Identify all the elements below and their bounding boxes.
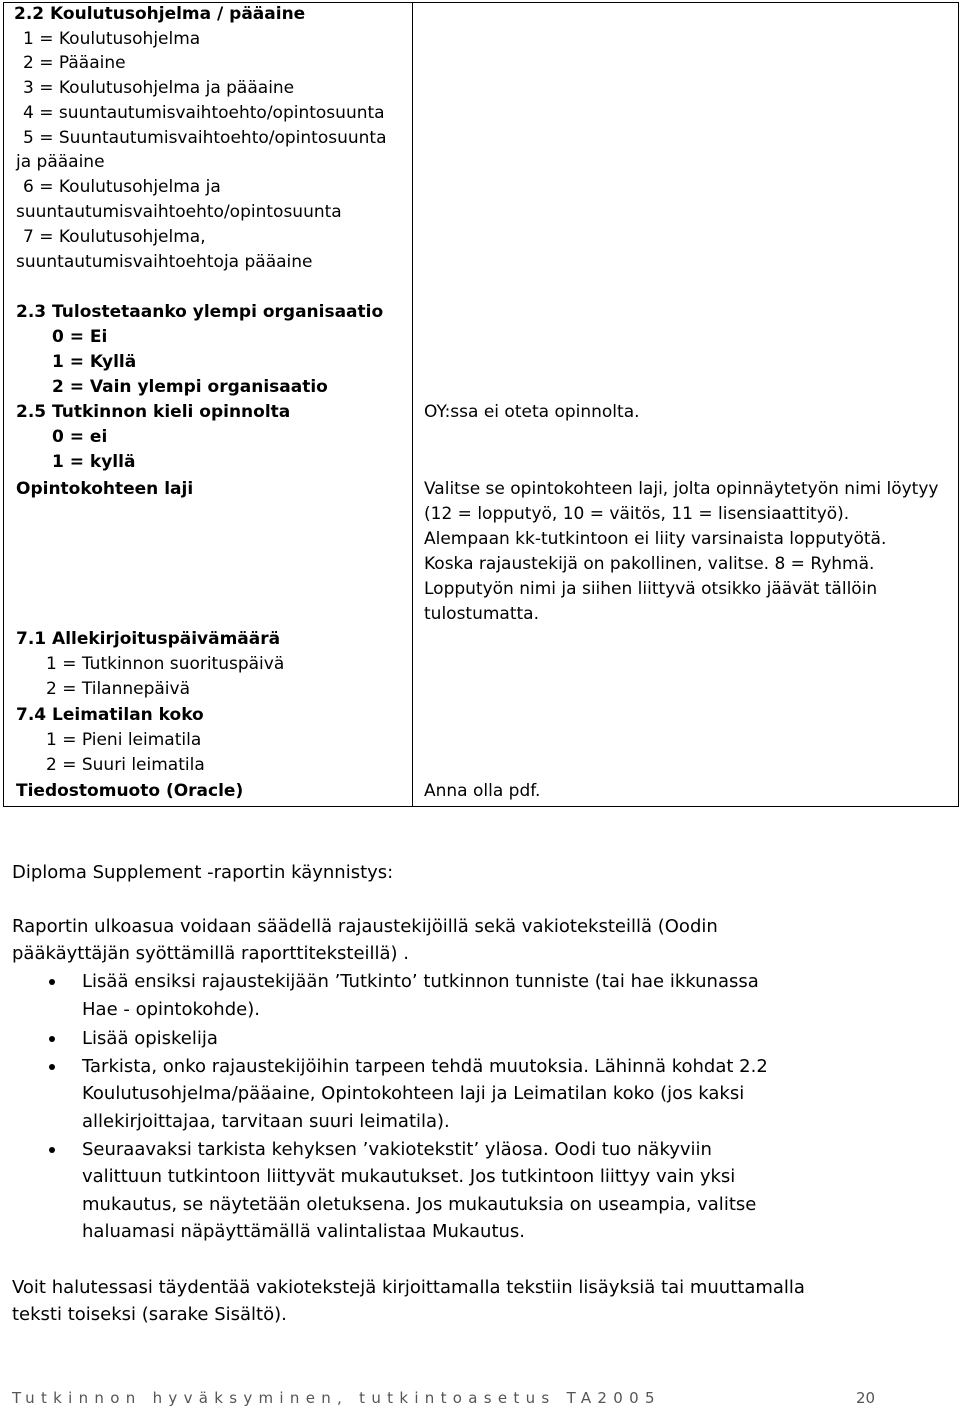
opintokohteen-laji-note: tulostumatta.: [424, 604, 539, 624]
closing-paragraph-line: teksti toiseksi (sarake Sisältö).: [12, 1304, 287, 1325]
tiedostomuoto-note: Anna olla pdf.: [424, 781, 541, 801]
bullet-marker: [49, 1064, 55, 1070]
koulutusohjelma-option-continued: suuntautumisvaihtoehtoja pääaine: [16, 252, 313, 272]
bullet-marker: [49, 1147, 55, 1153]
bullet-item-line: Tarkista, onko rajaustekijöihin tarpeen tehdä muutoksia. Lähinnä kohdat 2.2: [82, 1056, 768, 1077]
footer-page-number: 20: [856, 1389, 876, 1407]
opintokohteen-laji-note: Koska rajaustekijä on pakollinen, valitse. 8 = Ryhmä.: [424, 554, 875, 574]
bullet-marker: [49, 979, 55, 985]
koulutusohjelma-option-continued: ja pääaine: [16, 152, 105, 172]
bullet-item-line: Lisää opiskelija: [82, 1028, 218, 1049]
allekirjoituspaivamaara-option: 1 = Tutkinnon suorituspäivä: [46, 654, 285, 674]
koulutusohjelma-heading: 2.2 Koulutusohjelma / pääaine: [14, 4, 306, 24]
opintokohteen-laji-note: Alempaan kk-tutkintoon ei liity varsinaista lopputyötä.: [424, 529, 887, 549]
bullet-item-line: allekirjoittajaa, tarvitaan suuri leimatila).: [82, 1111, 450, 1132]
koulutusohjelma-option: 2 = Pääaine: [23, 53, 126, 73]
opintokohteen-laji-note: Lopputyön nimi ja siihen liittyvä otsikko jäävät tällöin: [424, 579, 878, 599]
opintokohteen-laji-note: (12 = lopputyö, 10 = väitös, 11 = lisensiaattityö).: [424, 504, 850, 524]
allekirjoituspaivamaara-option: 2 = Tilannepäivä: [46, 679, 191, 699]
section-heading: Diploma Supplement -raportin käynnistys:: [12, 862, 394, 883]
table-bottom-border: [3, 806, 959, 807]
koulutusohjelma-option: 1 = Koulutusohjelma: [23, 29, 201, 49]
koulutusohjelma-option-continued: suuntautumisvaihtoehto/opintosuunta: [16, 202, 342, 222]
bullet-item-line: Seuraavaksi tarkista kehyksen ’vakiotekstit’ yläosa. Oodi tuo näkyviin: [82, 1139, 712, 1160]
leimatilan-koko-option: 2 = Suuri leimatila: [46, 755, 205, 775]
koulutusohjelma-option: 4 = suuntautumisvaihtoehto/opintosuunta: [23, 103, 385, 123]
bullet-marker: [49, 1036, 55, 1042]
koulutusohjelma-option: 7 = Koulutusohjelma,: [23, 227, 206, 247]
bullet-item-line: Koulutusohjelma/pääaine, Opintokohteen laji ja Leimatilan koko (jos kaksi: [82, 1083, 745, 1104]
leimatilan-koko-option: 1 = Pieni leimatila: [46, 730, 202, 750]
tutkinnon-kieli-heading: 2.5 Tutkinnon kieli opinnolta: [16, 402, 291, 422]
koulutusohjelma-option: 6 = Koulutusohjelma ja: [23, 177, 221, 197]
bullet-item-line: valittuun tutkintoon liittyvät mukautukset. Jos tutkintoon liittyy vain yksi: [82, 1166, 736, 1187]
intro-paragraph-line: pääkäyttäjän syöttämillä raporttiteksteillä) .: [12, 943, 410, 964]
footer-document-title: Tutkinnon hyväksyminen, tutkintoasetus TA2005: [12, 1389, 661, 1407]
ylempi-organisaatio-option: 0 = Ei: [52, 327, 108, 347]
tutkinnon-kieli-note: OY:ssa ei oteta opinnolta.: [424, 402, 640, 422]
ylempi-organisaatio-option: 1 = Kyllä: [52, 352, 137, 372]
bullet-item-line: Hae - opintokohde).: [82, 999, 260, 1020]
ylempi-organisaatio-heading: 2.3 Tulostetaanko ylempi organisaatio: [16, 302, 384, 322]
tutkinnon-kieli-option: 1 = kyllä: [52, 452, 136, 472]
ylempi-organisaatio-option: 2 = Vain ylempi organisaatio: [52, 377, 328, 397]
table-right-border: [958, 2, 959, 807]
bullet-item-line: haluamasi näpäyttämällä valintalistaa Mukautus.: [82, 1221, 526, 1242]
tutkinnon-kieli-option: 0 = ei: [52, 427, 108, 447]
tiedostomuoto-heading: Tiedostomuoto (Oracle): [16, 781, 244, 801]
koulutusohjelma-option: 5 = Suuntautumisvaihtoehto/opintosuunta: [23, 128, 387, 148]
bullet-item-line: mukautus, se näytetään oletuksena. Jos mukautuksia on useampia, valitse: [82, 1194, 757, 1215]
opintokohteen-laji-heading: Opintokohteen laji: [16, 479, 194, 499]
opintokohteen-laji-note: Valitse se opintokohteen laji, jolta opinnäytetyön nimi löytyy: [424, 479, 939, 499]
allekirjoituspaivamaara-heading: 7.1 Allekirjoituspäivämäärä: [16, 629, 281, 649]
bullet-item-line: Lisää ensiksi rajaustekijään ’Tutkinto’ tutkinnon tunniste (tai hae ikkunassa: [82, 971, 759, 992]
table-column-divider: [412, 2, 413, 807]
intro-paragraph-line: Raportin ulkoasua voidaan säädellä rajaustekijöillä sekä vakioteksteillä (Oodin: [12, 916, 718, 937]
leimatilan-koko-heading: 7.4 Leimatilan koko: [16, 705, 204, 725]
koulutusohjelma-option: 3 = Koulutusohjelma ja pääaine: [23, 78, 295, 98]
table-left-border: [3, 2, 4, 807]
closing-paragraph-line: Voit halutessasi täydentää vakiotekstejä kirjoittamalla tekstiin lisäyksiä tai muuttamalla: [12, 1277, 805, 1298]
